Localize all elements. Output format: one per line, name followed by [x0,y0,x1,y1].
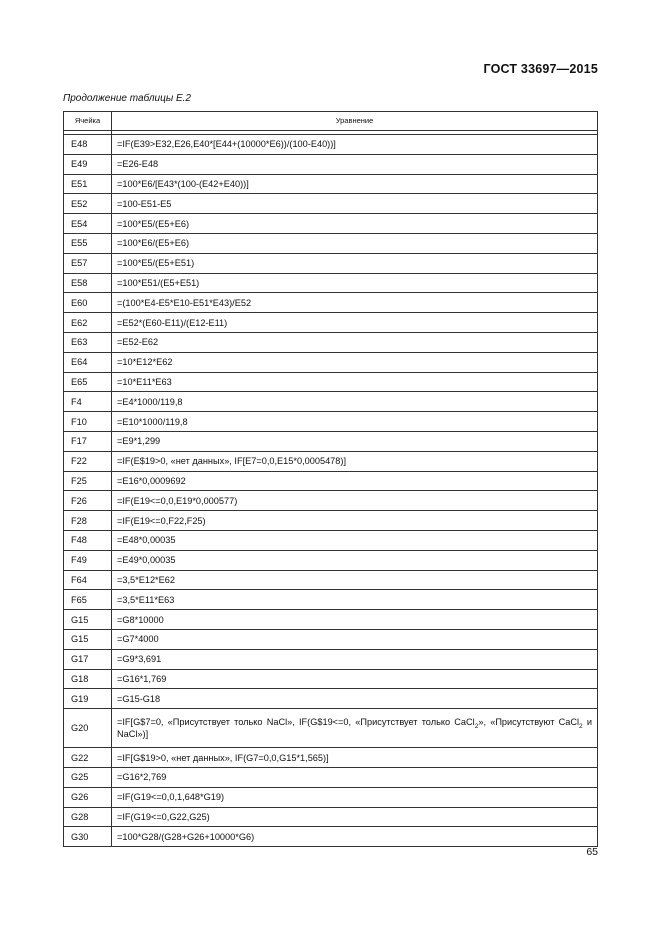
cell-reference: F49 [64,550,112,570]
table-row [64,372,598,392]
equation-table [63,111,598,847]
formula-text: и NaCl»)] [117,717,593,740]
cell-reference: G25 [64,767,112,787]
equation-formula: =G16*1,769 [112,669,598,689]
table-row [64,392,598,412]
equation-formula: =G16*2,769 [112,767,598,787]
equation-formula: =100*E51/(E5+E51) [112,273,598,293]
cell-reference: E49 [64,154,112,174]
table-row [64,530,598,550]
table-row [64,767,598,787]
equation-formula [112,709,598,748]
table-row [64,689,598,709]
table-row [64,649,598,669]
equation-formula: =E52-E62 [112,332,598,352]
table-row [64,273,598,293]
cell-reference: F65 [64,590,112,610]
table-row [64,451,598,471]
table-row [64,590,598,610]
table-row [64,807,598,827]
table-row [64,570,598,590]
cell-reference: F17 [64,431,112,451]
equation-formula: =G8*10000 [112,610,598,630]
cell-reference: F25 [64,471,112,491]
column-header-equation: Уравнение [112,112,598,131]
table-row [64,412,598,432]
equation-formula: =100*E6/(E5+E6) [112,233,598,253]
column-header-cell: Ячейка [64,112,112,131]
cell-reference: E60 [64,293,112,313]
table-row [64,313,598,333]
cell-reference: F26 [64,491,112,511]
equation-formula: =IF(E39>E32,E26,E40*[E44+(10000*E6))/(100-E40))] [112,135,598,155]
table-header-row [64,112,598,131]
equation-formula: =E9*1,299 [112,431,598,451]
equation-formula: =E4*1000/119,8 [112,392,598,412]
cell-reference: F4 [64,392,112,412]
cell-reference: F10 [64,412,112,432]
cell-reference: F28 [64,511,112,531]
cell-reference: G15 [64,610,112,630]
table-row [64,629,598,649]
table-row [64,332,598,352]
table-row [64,709,598,748]
cell-reference: E63 [64,332,112,352]
equation-formula: =E16*0,0009692 [112,471,598,491]
equation-formula: =IF(E19<=0,F22,F25) [112,511,598,531]
cell-reference: G15 [64,629,112,649]
table-row [64,214,598,234]
table-row [64,748,598,768]
equation-formula: =IF(E19<=0,0,E19*0,000577) [112,491,598,511]
table-row [64,787,598,807]
equation-formula: =10*E11*E63 [112,372,598,392]
document-code: ГОСТ 33697—2015 [483,62,598,76]
cell-reference: E57 [64,253,112,273]
cell-reference: F48 [64,530,112,550]
equation-formula: =E52*(E60-E11)/(E12-E11) [112,313,598,333]
cell-reference: E51 [64,174,112,194]
cell-reference: E62 [64,313,112,333]
cell-reference: E52 [64,194,112,214]
table-row [64,154,598,174]
equation-formula: =E26-E48 [112,154,598,174]
equation-formula: =100*E5/(E5+E51) [112,253,598,273]
cell-reference: E58 [64,273,112,293]
table-row [64,253,598,273]
table-row [64,511,598,531]
cell-reference: G30 [64,827,112,847]
equation-formula: =G15-G18 [112,689,598,709]
equation-formula: =IF(E$19>0, «нет данных», IF[E7=0,0,E15*0,0005478)] [112,451,598,471]
equation-formula: =3,5*E11*E63 [112,590,598,610]
cell-reference: E54 [64,214,112,234]
cell-reference: G19 [64,689,112,709]
table-row [64,233,598,253]
table-row [64,431,598,451]
equation-formula: =3,5*E12*E62 [112,570,598,590]
cell-reference: G18 [64,669,112,689]
table-row [64,491,598,511]
table-row [64,352,598,372]
table-row [64,610,598,630]
equation-formula: =IF[G$19>0, «нет данных», IF(G7=0,0,G15*1,565)] [112,748,598,768]
table-row [64,135,598,155]
cell-reference: E48 [64,135,112,155]
cell-reference: E65 [64,372,112,392]
formula-text: =IF[G$7=0, «Присутствует только NaCl», IF(G$19<=0, «Присутствует только CaCl [117,717,475,728]
equation-formula: =IF(G19<=0,0,1,648*G19) [112,787,598,807]
equation-formula: =100*E5/(E5+E6) [112,214,598,234]
equation-formula: =100-E51-E5 [112,194,598,214]
page-number: 65 [586,846,598,858]
cell-reference: F22 [64,451,112,471]
table-row [64,669,598,689]
equation-formula: =G7*4000 [112,629,598,649]
cell-reference: F64 [64,570,112,590]
table-row [64,471,598,491]
equation-formula: =E48*0,00035 [112,530,598,550]
cell-reference: G28 [64,807,112,827]
cell-reference: E64 [64,352,112,372]
cell-reference: E55 [64,233,112,253]
table-row [64,293,598,313]
equation-formula: =E49*0,00035 [112,550,598,570]
cell-reference: G22 [64,748,112,768]
equation-formula: =E10*1000/119,8 [112,412,598,432]
cell-reference: G26 [64,787,112,807]
cell-reference: G17 [64,649,112,669]
equation-formula: =100*G28/(G28+G26+10000*G6) [112,827,598,847]
table-row [64,550,598,570]
table-row [64,827,598,847]
table-row [64,194,598,214]
cell-reference: G20 [64,709,112,748]
equation-formula: =(100*E4-E5*E10-E51*E43)/E52 [112,293,598,313]
equation-formula: =G9*3,691 [112,649,598,669]
equation-formula: =10*E12*E62 [112,352,598,372]
equation-formula: =IF(G19<=0,G22,G25) [112,807,598,827]
table-row [64,174,598,194]
formula-text: », «Присутствуют CaCl [478,717,580,728]
formula-subscript: 2 [579,722,583,730]
table-caption: Продолжение таблицы Е.2 [63,93,191,104]
formula-subscript: 2 [474,722,479,730]
equation-formula: =100*E6/[E43*(100-(E42+E40))] [112,174,598,194]
